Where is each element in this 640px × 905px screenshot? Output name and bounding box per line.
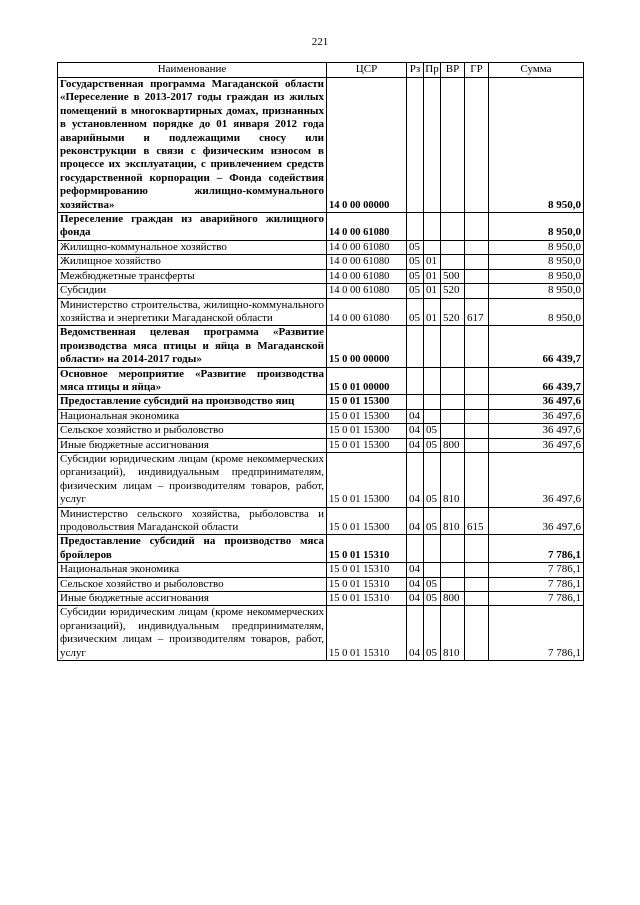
budget-table (57, 62, 584, 661)
cell-vr (441, 213, 465, 241)
cell-sum: 66 439,7 (489, 367, 584, 395)
cell-rz: 05 (407, 240, 424, 254)
cell-pr: 05 (424, 424, 441, 438)
cell-vr: 520 (441, 298, 465, 326)
cell-gr (465, 269, 489, 283)
cell-vr (441, 395, 465, 409)
cell-gr (465, 326, 489, 367)
cell-csr: 15 0 01 15300 (327, 452, 407, 507)
cell-sum: 36 497,6 (489, 395, 584, 409)
cell-sum: 8 950,0 (489, 240, 584, 254)
cell-pr: 05 (424, 606, 441, 661)
cell-csr: 15 0 01 15310 (327, 606, 407, 661)
cell-rz: 05 (407, 298, 424, 326)
header-gr: ГР (465, 63, 489, 78)
cell-gr (465, 284, 489, 298)
cell-vr (441, 326, 465, 367)
cell-sum: 8 950,0 (489, 78, 584, 213)
table-row (58, 409, 584, 423)
cell-name: Переселение граждан из аварийного жилищного фонда (58, 213, 327, 241)
cell-name: Предоставление субсидий на производство яиц (58, 395, 327, 409)
table-row (58, 507, 584, 535)
cell-gr: 615 (465, 507, 489, 535)
cell-sum: 8 950,0 (489, 298, 584, 326)
cell-rz: 04 (407, 507, 424, 535)
table-row (58, 452, 584, 507)
header-name: Наименование (58, 63, 327, 78)
cell-rz: 04 (407, 592, 424, 606)
cell-gr (465, 577, 489, 591)
cell-vr (441, 240, 465, 254)
cell-name: Межбюджетные трансферты (58, 269, 327, 283)
cell-csr: 14 0 00 61080 (327, 213, 407, 241)
header-pr: Пр (424, 63, 441, 78)
cell-rz (407, 78, 424, 213)
cell-sum: 36 497,6 (489, 409, 584, 423)
cell-name: Министерство строительства, жилищно-коммунального хозяйства и энергетики Магаданской области (58, 298, 327, 326)
cell-rz: 05 (407, 284, 424, 298)
header-vr: ВР (441, 63, 465, 78)
cell-pr (424, 535, 441, 563)
cell-pr (424, 395, 441, 409)
cell-rz: 04 (407, 424, 424, 438)
cell-rz (407, 535, 424, 563)
table-row (58, 395, 584, 409)
cell-csr: 15 0 01 15300 (327, 424, 407, 438)
cell-gr (465, 367, 489, 395)
table-body (58, 78, 584, 661)
cell-sum: 66 439,7 (489, 326, 584, 367)
cell-vr: 810 (441, 507, 465, 535)
cell-vr (441, 424, 465, 438)
table-row (58, 535, 584, 563)
cell-rz: 04 (407, 452, 424, 507)
cell-name: Основное мероприятие «Развитие производства мяса птицы и яйца» (58, 367, 327, 395)
cell-pr (424, 240, 441, 254)
cell-sum: 36 497,6 (489, 452, 584, 507)
cell-vr (441, 367, 465, 395)
header-sum: Сумма (489, 63, 584, 78)
cell-pr: 01 (424, 298, 441, 326)
cell-rz (407, 213, 424, 241)
cell-vr (441, 563, 465, 577)
cell-vr: 800 (441, 592, 465, 606)
cell-gr (465, 592, 489, 606)
cell-name: Жилищное хозяйство (58, 255, 327, 269)
cell-pr (424, 78, 441, 213)
cell-name: Предоставление субсидий на производство мяса бройлеров (58, 535, 327, 563)
cell-gr (465, 452, 489, 507)
cell-gr (465, 606, 489, 661)
cell-pr (424, 563, 441, 577)
header-rz: Рз (407, 63, 424, 78)
cell-sum: 8 950,0 (489, 284, 584, 298)
cell-rz (407, 326, 424, 367)
cell-csr: 14 0 00 61080 (327, 269, 407, 283)
cell-csr: 15 0 00 00000 (327, 326, 407, 367)
cell-rz: 05 (407, 255, 424, 269)
cell-gr (465, 409, 489, 423)
cell-name: Сельское хозяйство и рыболовство (58, 424, 327, 438)
cell-csr: 15 0 01 15310 (327, 577, 407, 591)
cell-vr (441, 535, 465, 563)
cell-name: Субсидии (58, 284, 327, 298)
table-row (58, 269, 584, 283)
cell-csr: 14 0 00 61080 (327, 240, 407, 254)
cell-rz: 05 (407, 269, 424, 283)
cell-gr (465, 535, 489, 563)
table-row (58, 577, 584, 591)
cell-name: Национальная экономика (58, 409, 327, 423)
cell-vr (441, 409, 465, 423)
cell-pr: 05 (424, 452, 441, 507)
cell-gr (465, 213, 489, 241)
table-row (58, 78, 584, 213)
cell-pr: 05 (424, 507, 441, 535)
table-row (58, 606, 584, 661)
cell-sum: 7 786,1 (489, 563, 584, 577)
cell-csr: 15 0 01 15310 (327, 592, 407, 606)
table-row (58, 438, 584, 452)
cell-csr: 15 0 01 15300 (327, 438, 407, 452)
cell-pr: 01 (424, 255, 441, 269)
cell-gr (465, 240, 489, 254)
cell-gr (465, 395, 489, 409)
cell-rz: 04 (407, 438, 424, 452)
cell-sum: 8 950,0 (489, 269, 584, 283)
cell-csr: 14 0 00 61080 (327, 298, 407, 326)
cell-csr: 15 0 01 15310 (327, 535, 407, 563)
cell-vr (441, 577, 465, 591)
cell-name: Иные бюджетные ассигнования (58, 592, 327, 606)
table-row (58, 255, 584, 269)
cell-csr: 14 0 00 61080 (327, 255, 407, 269)
cell-sum: 36 497,6 (489, 438, 584, 452)
cell-vr: 800 (441, 438, 465, 452)
table-row (58, 424, 584, 438)
cell-gr (465, 563, 489, 577)
cell-csr: 15 0 01 15300 (327, 409, 407, 423)
cell-sum: 36 497,6 (489, 507, 584, 535)
table-header-row (58, 63, 584, 78)
table-row (58, 367, 584, 395)
cell-pr: 01 (424, 284, 441, 298)
cell-name: Жилищно-коммунальное хозяйство (58, 240, 327, 254)
cell-name: Субсидии юридическим лицам (кроме некоммерческих организаций), индивидуальным предпринимателям, физическим лицам – производителям товаров, работ, услуг (58, 606, 327, 661)
cell-sum: 7 786,1 (489, 592, 584, 606)
cell-pr (424, 213, 441, 241)
cell-csr: 15 0 01 15300 (327, 395, 407, 409)
cell-pr (424, 367, 441, 395)
cell-vr: 810 (441, 606, 465, 661)
cell-vr (441, 78, 465, 213)
cell-name: Государственная программа Магаданской области «Переселение в 2013-2017 годы граждан из жилых помещений в многоквартирных домах, признанных в установленном порядке до 01 января 2012 года аварийными и подлежащими сносу или реконструкции в связи с физическим износом в процессе их эксплуатации, с привлечением средств государственной корпорации – Фонда содействия реформированию жилищно-коммунального хозяйства» (58, 78, 327, 213)
table-row (58, 213, 584, 241)
cell-sum: 8 950,0 (489, 255, 584, 269)
table-row (58, 298, 584, 326)
cell-rz (407, 367, 424, 395)
cell-rz: 04 (407, 577, 424, 591)
cell-gr (465, 438, 489, 452)
cell-pr (424, 409, 441, 423)
cell-gr (465, 424, 489, 438)
cell-vr: 520 (441, 284, 465, 298)
cell-sum: 7 786,1 (489, 606, 584, 661)
cell-csr: 14 0 00 00000 (327, 78, 407, 213)
cell-vr (441, 255, 465, 269)
cell-pr: 05 (424, 438, 441, 452)
cell-csr: 15 0 01 15310 (327, 563, 407, 577)
cell-name: Министерство сельского хозяйства, рыболовства и продовольствия Магаданской области (58, 507, 327, 535)
cell-rz: 04 (407, 606, 424, 661)
cell-name: Сельское хозяйство и рыболовство (58, 577, 327, 591)
cell-gr (465, 78, 489, 213)
table-row (58, 240, 584, 254)
table-row (58, 592, 584, 606)
cell-rz (407, 395, 424, 409)
cell-sum: 7 786,1 (489, 577, 584, 591)
cell-csr: 14 0 00 61080 (327, 284, 407, 298)
cell-gr (465, 255, 489, 269)
table-row (58, 563, 584, 577)
cell-name: Ведомственная целевая программа «Развитие производства мяса птицы и яйца в Магаданской области» на 2014-2017 годы» (58, 326, 327, 367)
cell-sum: 36 497,6 (489, 424, 584, 438)
cell-pr: 01 (424, 269, 441, 283)
header-csr: ЦСР (327, 63, 407, 78)
cell-name: Иные бюджетные ассигнования (58, 438, 327, 452)
table-row (58, 326, 584, 367)
cell-vr: 810 (441, 452, 465, 507)
cell-vr: 500 (441, 269, 465, 283)
cell-sum: 8 950,0 (489, 213, 584, 241)
page-number: 221 (311, 36, 329, 48)
cell-rz: 04 (407, 563, 424, 577)
cell-sum: 7 786,1 (489, 535, 584, 563)
cell-csr: 15 0 01 00000 (327, 367, 407, 395)
cell-name: Субсидии юридическим лицам (кроме некоммерческих организаций), индивидуальным предпринимателям, физическим лицам – производителям товаров, работ, услуг (58, 452, 327, 507)
cell-rz: 04 (407, 409, 424, 423)
cell-pr: 05 (424, 577, 441, 591)
cell-pr: 05 (424, 592, 441, 606)
cell-pr (424, 326, 441, 367)
cell-csr: 15 0 01 15300 (327, 507, 407, 535)
table-row (58, 284, 584, 298)
cell-name: Национальная экономика (58, 563, 327, 577)
cell-gr: 617 (465, 298, 489, 326)
